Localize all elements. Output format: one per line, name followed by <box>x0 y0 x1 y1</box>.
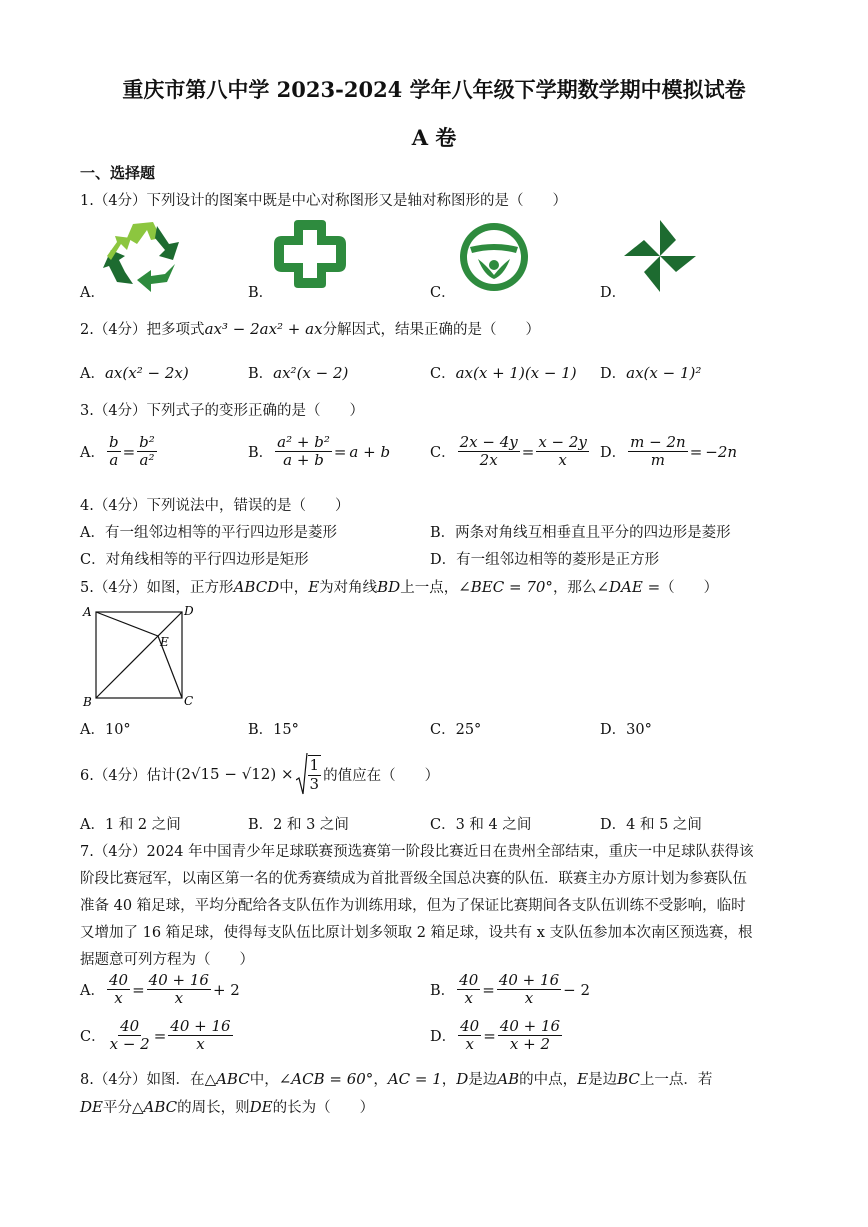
q3-d-rest: −2n <box>705 442 738 461</box>
q5-math-abcd: ABCD <box>233 578 280 596</box>
q6-expression: (2√15 − √12) × <box>175 765 294 783</box>
q5-option-b: B．15° <box>248 722 299 738</box>
green-cross-icon <box>272 218 348 290</box>
q3-option-d <box>600 434 737 470</box>
q4-option-c: C．对角线相等的平行四边形是矩形 <box>80 552 309 568</box>
point-b-label: B <box>83 695 92 709</box>
q2-option-b-label: B． <box>248 366 274 382</box>
q2-option-b-expr: ax²(x − 2) <box>273 364 349 382</box>
q8-m7: BC <box>617 1070 640 1088</box>
section-heading: 一、选择题 <box>80 164 156 182</box>
q8-m3: AC = 1 <box>387 1070 442 1088</box>
q7-line-1: 7.（4分）2024 年中国青少年足球联赛预选赛第一阶段比赛近日在贵州全部结束，重庆一中足球队获得该 <box>80 844 754 860</box>
q6-rad-num: 1 <box>309 756 320 775</box>
q3-option-a <box>80 434 159 470</box>
q5-text-b: 中， <box>279 580 309 596</box>
q5-stem <box>80 576 718 597</box>
q7-c-d2: x <box>196 1035 205 1054</box>
q8-m4: D <box>456 1070 469 1088</box>
q7-option-d: D． $\frac{40}{x}$ = $\frac{40 + 16}{x + 2}$ <box>430 1017 561 1054</box>
q3-option-d-label: D． <box>600 445 627 462</box>
q7-a-n1: 40 <box>108 971 129 989</box>
q5-math-angle-dae: ∠DAE = <box>596 578 661 596</box>
q5-text-f: （ ） <box>660 580 719 596</box>
q7-b-d1: x <box>464 989 473 1008</box>
page-subtitle: A 卷 <box>411 125 457 150</box>
q3-a-num2: b² <box>139 433 155 451</box>
q5-option-d: D．30° <box>600 722 652 738</box>
q7-b-frac1 <box>457 972 480 1008</box>
q8-line-1 <box>80 1068 712 1089</box>
q3-b-den1: a + b <box>283 451 324 470</box>
diagonal-bd <box>96 612 182 698</box>
q4-option-a: A．有一组邻边相等的平行四边形是菱形 <box>80 525 337 541</box>
q7-d-frac2 <box>498 1018 562 1054</box>
square-figure <box>80 600 200 710</box>
q2-stem-pre: 2.（4分）把多项式 <box>80 322 205 338</box>
q7-option-b-label: B． <box>430 983 456 1000</box>
q4-option-b: B．两条对角线互相垂直且平分的四边形是菱形 <box>430 525 731 541</box>
q7-option-d-label: D． <box>430 1029 457 1046</box>
q5-option-c: C．25° <box>430 722 482 738</box>
q7-d-frac1 <box>458 1018 481 1054</box>
q3-c-num2: x − 2y <box>538 433 587 451</box>
q8-t-g: 是边 <box>588 1072 618 1088</box>
q6-option-a: A．1 和 2 之间 <box>80 817 181 833</box>
q7-c-n2: 40 + 16 <box>170 1017 231 1035</box>
q8-t-c: ， <box>373 1072 388 1088</box>
q7-a-d1: x <box>114 989 123 1008</box>
q3-a-num1: b <box>108 433 119 451</box>
q3-b-num1: a² + b² <box>277 433 330 451</box>
q8-l2-m1: DE <box>80 1098 103 1116</box>
q8-l2-m2: △ABC <box>131 1098 178 1116</box>
q2-option-c <box>430 362 577 383</box>
q3-option-d-frac1 <box>628 434 688 470</box>
q1-label-c: C． <box>430 285 456 301</box>
q7-c-n1: 40 <box>120 1017 140 1035</box>
q8-t-d: ， <box>441 1072 457 1088</box>
q2-option-d-expr: ax(x − 1)² <box>626 364 702 382</box>
recycle-icon <box>103 216 187 292</box>
q1-label-b: B． <box>248 285 274 301</box>
q7-option-c: C． $\frac{40}{x - 2}$ = $\frac{40 + 16}{x}$ <box>80 1017 231 1054</box>
q3-option-c-frac1 <box>458 434 520 470</box>
q7-line-3: 准备 40 箱足球，平均分配给各支队伍作为训练用球，但为了保证比赛期间各支队伍训练不受影响，临时 <box>80 898 746 914</box>
q3-option-c-label: C． <box>430 445 456 462</box>
green-emblem-icon <box>458 221 530 293</box>
q3-c-num1: 2x − 4y <box>459 433 518 451</box>
q8-l2-m3: DE <box>249 1098 273 1116</box>
q4-stem: 4.（4分）下列说法中，错误的是（ ） <box>80 498 350 514</box>
q8-l2-t-b: 的周长，则 <box>177 1100 250 1116</box>
q5-math-e: E <box>308 578 320 596</box>
q7-line-4: 又增加了 16 箱足球，使得每支队伍比原计划多领取 2 箱足球，设共有 x 支队伍参加本次南区预选赛，根 <box>80 925 753 941</box>
q7-option-a: A． $\frac{40}{x}$ = $\frac{40 + 16}{x}$ + 2 <box>80 971 240 1008</box>
q7-b-frac2 <box>497 972 561 1008</box>
q7-line-2: 阶段比赛冠军，以南区第一名的优秀赛绩成为首批晋级全国总决赛的队伍．联赛主办方原计划为参赛队伍 <box>80 871 747 887</box>
q7-b-n1: 40 <box>459 971 479 989</box>
q8-m2: ∠ACB = 60° <box>278 1070 374 1088</box>
q3-b-rest: a + b <box>349 442 391 461</box>
q2-stem <box>80 318 540 339</box>
q6-text-post: 的值应在（ ） <box>323 767 440 784</box>
q3-d-eq: = <box>689 442 703 461</box>
q7-option-c-label: C． <box>80 1029 106 1046</box>
q8-m5: AB <box>497 1070 520 1088</box>
q1-label-d: D． <box>600 285 627 301</box>
q3-option-c-frac2 <box>536 434 589 470</box>
q7-d-n2: 40 + 16 <box>499 1017 561 1035</box>
q7-b-n2: 40 + 16 <box>498 971 560 989</box>
q7-d-d2: x + 2 <box>509 1035 550 1054</box>
q1-stem: 1.（4分）下列设计的图案中既是中心对称图形又是轴对称图形的是（ ） <box>80 193 568 209</box>
q7-c-frac1 <box>108 1018 152 1054</box>
q7-c-d1: x − 2 <box>109 1035 150 1054</box>
q2-option-a-label: A． <box>80 366 105 382</box>
q3-a-eq: = <box>122 442 136 461</box>
q7-d-d1: x <box>465 1035 474 1054</box>
point-a-label: A <box>83 605 92 619</box>
q3-option-c <box>430 434 591 470</box>
q5-option-a: A．10° <box>80 722 131 738</box>
q3-option-a-frac2 <box>137 434 157 470</box>
q3-option-a-label: A． <box>80 445 105 462</box>
q6-rad-den: 3 <box>309 774 320 793</box>
q7-a-n2: 40 + 16 <box>148 971 209 989</box>
q8-l2-t-a: 平分 <box>102 1100 132 1116</box>
q7-a-frac1 <box>107 972 130 1008</box>
q6-stem <box>80 752 439 796</box>
q2-option-c-label: C． <box>430 366 456 382</box>
q5-text-d: 上一点， <box>400 580 459 596</box>
q3-stem: 3.（4分）下列式子的变形正确的是（ ） <box>80 403 365 419</box>
q8-l2-t-c: 的长为（ ） <box>272 1100 375 1116</box>
q3-option-a-frac1 <box>107 434 121 470</box>
q2-option-b <box>248 362 348 383</box>
point-e-label: E <box>160 635 169 649</box>
q5-text-c: 为对角线 <box>319 580 378 596</box>
page-title: 重庆市第八中学 2023-2024 学年八年级下学期数学期中模拟试卷 <box>122 77 746 102</box>
q2-option-d <box>600 362 701 383</box>
q8-t-b: 中， <box>249 1072 279 1088</box>
q8-t-h: 上一点．若 <box>639 1072 713 1088</box>
q7-a-tail: + 2 <box>212 980 240 999</box>
q5-text-a: 5.（4分）如图，正方形 <box>80 580 234 596</box>
q7-a-frac2 <box>147 972 211 1008</box>
q8-t-e: 是边 <box>468 1072 498 1088</box>
q7-line-5: 据题意可列方程为（ ） <box>80 952 254 968</box>
q8-m1: △ABC <box>204 1070 250 1088</box>
q6-option-d: D．4 和 5 之间 <box>600 817 702 833</box>
q6-option-c: C．3 和 4 之间 <box>430 817 532 833</box>
segment-ae <box>96 612 158 636</box>
point-d-label: D <box>184 604 194 618</box>
q8-t-f: 的中点， <box>519 1072 578 1088</box>
q8-m6: E <box>577 1070 589 1088</box>
q2-option-d-label: D． <box>600 366 627 382</box>
q7-a-d2: x <box>174 989 184 1008</box>
q8-t-a: 8.（4分）如图．在 <box>80 1072 205 1088</box>
q7-option-b: B． $\frac{40}{x}$ = $\frac{40 + 16}{x}$ − 2 <box>430 971 590 1008</box>
q1-label-a: A． <box>80 285 105 301</box>
q2-option-a <box>80 362 189 383</box>
q3-c-den1: 2x <box>479 451 498 470</box>
q7-b-d2: x <box>524 989 534 1008</box>
q3-d-num1: m − 2n <box>630 433 686 451</box>
q6-radical <box>296 752 324 796</box>
q3-c-den2: x <box>558 451 567 470</box>
q3-d-den1: m <box>650 451 666 470</box>
q8-line-2 <box>80 1096 374 1117</box>
q3-a-den1: a <box>109 451 119 470</box>
radical-sign-icon <box>296 752 308 796</box>
point-c-label: C <box>184 694 194 708</box>
pinwheel-icon <box>624 220 696 292</box>
q3-option-b <box>248 434 390 470</box>
q3-a-den2: a² <box>139 451 155 470</box>
q3-option-b-frac1 <box>275 434 332 470</box>
q3-option-b-label: B． <box>248 445 274 462</box>
q4-option-d: D．有一组邻边相等的菱形是正方形 <box>430 552 660 568</box>
q6-radical-frac <box>308 755 322 793</box>
q5-math-angle-bec: ∠BEC = 70° <box>458 578 553 596</box>
q5-text-e: ，那么 <box>552 580 597 596</box>
q7-option-a-label: A． <box>80 983 105 1000</box>
q7-b-tail: − 2 <box>563 980 590 999</box>
q7-c-frac2 <box>168 1018 232 1054</box>
q2-option-a-expr: ax(x² − 2x) <box>104 364 189 382</box>
q2-polynomial: ax³ − 2ax² + ax <box>204 320 323 338</box>
q6-option-b: B．2 和 3 之间 <box>248 817 349 833</box>
q7-d-n1: 40 <box>460 1017 480 1035</box>
q6-text-pre: 6.（4分）估计 <box>80 767 176 784</box>
q2-option-c-expr: ax(x + 1)(x − 1) <box>455 364 577 382</box>
q3-b-eq: = <box>333 442 347 461</box>
q5-math-bd: BD <box>377 578 401 596</box>
q3-c-eq: = <box>521 442 535 461</box>
q2-stem-post: 分解因式，结果正确的是（ ） <box>322 322 541 338</box>
